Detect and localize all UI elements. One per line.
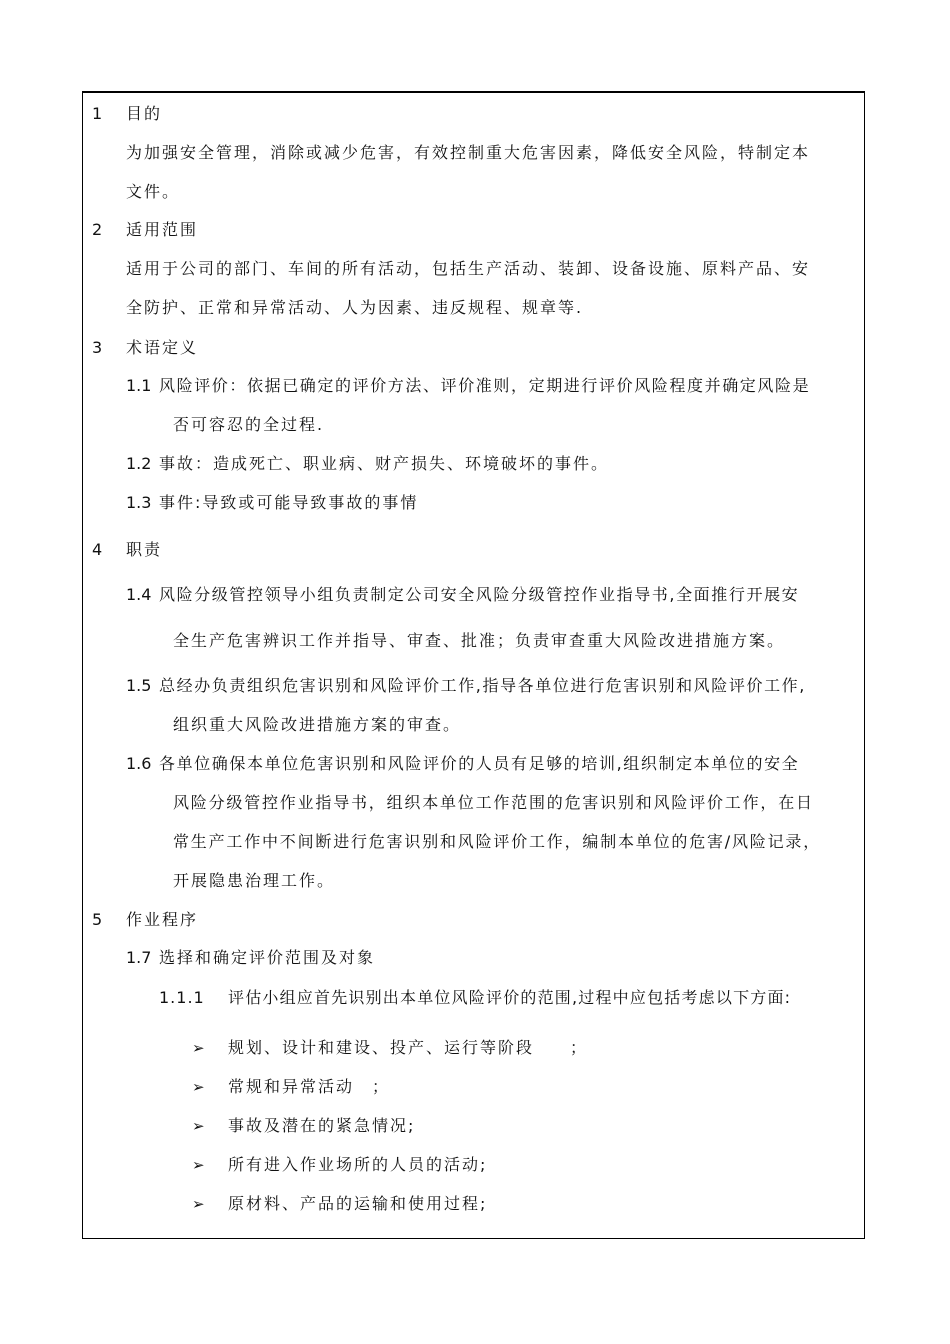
bullet-item: 常规和异常活动 ； [228,1077,391,1096]
term-id: 1.1 [126,376,152,395]
procedure-sub-id: 1.1.1 [159,988,205,1007]
scope-line: 全防护、正常和异常活动、人为因素、违反规程、规章等. [126,298,584,317]
bullet-item: 事故及潜在的紧急情况; [228,1116,416,1135]
duty-id: 1.6 [126,754,152,773]
duty-line: 开展隐患治理工作。 [173,871,336,890]
section-number: 2 [92,220,103,239]
duty-line: 组织重大风险改进措施方案的审查。 [173,715,462,734]
arrow-bullet-icon: ➢ [192,1039,205,1057]
section-title-scope: 适用范围 [126,220,199,239]
arrow-bullet-icon: ➢ [192,1078,205,1096]
section-title-purpose: 目的 [126,104,163,123]
purpose-line: 文件。 [126,182,181,201]
procedure-id: 1.7 [126,948,152,967]
section-title-terms: 术语定义 [126,338,199,357]
duty-line: 全生产危害辨识工作并指导、审查、批准；负责审查重大风险改进措施方案。 [173,631,786,650]
term-line: 否可容忍的全过程. [173,415,325,434]
arrow-bullet-icon: ➢ [192,1156,205,1174]
section-title-duties: 职责 [126,540,163,559]
bullet-item: 所有进入作业场所的人员的活动; [228,1155,488,1174]
duty-line: 各单位确保本单位危害识别和风险评价的人员有足够的培训,组织制定本单位的安全 [159,754,800,773]
section-number: 1 [92,104,103,123]
section-title-procedure: 作业程序 [126,910,199,929]
term-line: 风险评价：依据已确定的评价方法、评价准则，定期进行评价风险程度并确定风险是 [159,376,811,395]
duty-id: 1.4 [126,585,152,604]
duty-line: 风险分级管控领导小组负责制定公司安全风险分级管控作业指导书,全面推行开展安 [159,585,800,604]
term-id: 1.3 [126,493,152,512]
purpose-line: 为加强安全管理，消除或减少危害，有效控制重大危害因素，降低安全风险，特制定本 [126,143,811,162]
procedure-title: 选择和确定评价范围及对象 [159,948,376,967]
term-line: 事故：造成死亡、职业病、财产损失、环境破坏的事件。 [159,454,610,473]
section-number: 4 [92,540,103,559]
duty-line: 总经办负责组织危害识别和风险评价工作,指导各单位进行危害识别和风险评价工作, [159,676,806,695]
arrow-bullet-icon: ➢ [192,1117,205,1135]
term-id: 1.2 [126,454,152,473]
term-line: 事件:导致或可能导致事故的事情 [159,493,419,512]
section-number: 3 [92,338,103,357]
duty-id: 1.5 [126,676,152,695]
duty-line: 常生产工作中不间断进行危害识别和风险评价工作，编制本单位的危害/风险记录， [173,832,821,851]
section-number: 5 [92,910,103,929]
arrow-bullet-icon: ➢ [192,1195,205,1213]
bullet-item: 原材料、产品的运输和使用过程; [228,1194,488,1213]
scope-line: 适用于公司的部门、车间的所有活动，包括生产活动、装卸、设备设施、原料产品、安 [126,259,811,278]
duty-line: 风险分级管控作业指导书，组织本单位工作范围的危害识别和风险评价工作，在日 [173,793,814,812]
bullet-item: 规划、设计和建设、投产、运行等阶段 ； [228,1038,589,1057]
procedure-sub-text: 评估小组应首先识别出本单位风险评价的范围,过程中应包括考虑以下方面: [228,988,792,1007]
